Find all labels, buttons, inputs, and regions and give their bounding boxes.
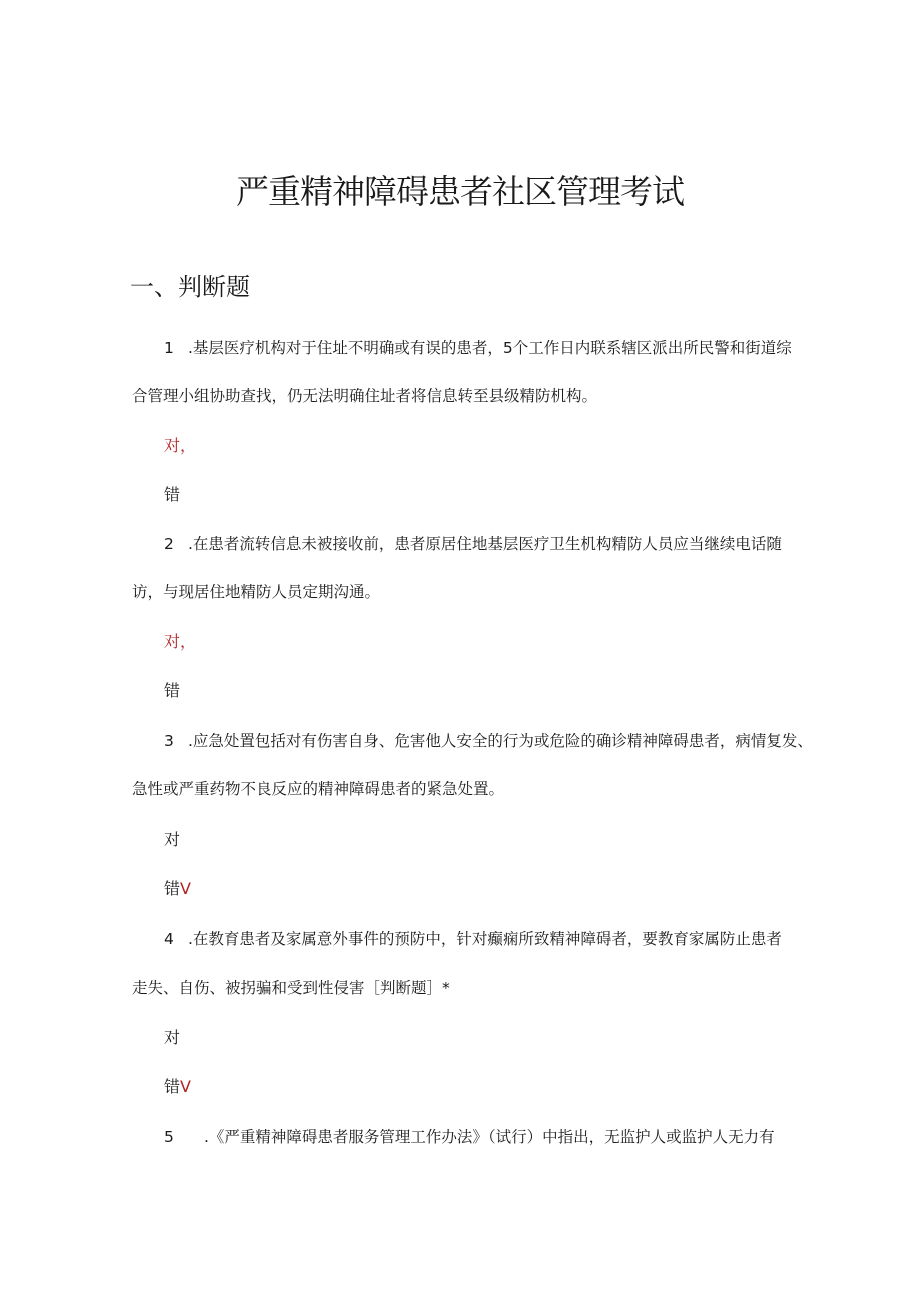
option-true (164, 632, 196, 652)
option-false (164, 879, 191, 899)
question-4-line-2: 走失、自伤、被拐骗和受到性侵害［判断题］* (132, 979, 450, 997)
question-3-line-1 (164, 731, 813, 751)
option-false (164, 485, 180, 505)
answer-mark: V (180, 1077, 191, 1096)
question-2-line-2: 访，与现居住地精防人员定期沟通。 (132, 583, 381, 601)
option-false-label: 错 (164, 1077, 181, 1096)
question-text: .在患者流转信息未被接收前，患者原居住地基层医疗卫生机构精防人员应当继续电话随 (188, 535, 782, 553)
answer-mark: V (180, 879, 191, 898)
section-heading: 一、判断题 (130, 273, 250, 301)
question-2-line-1 (164, 534, 782, 554)
answer-mark: ， (180, 436, 197, 455)
question-1-line-1 (164, 338, 792, 358)
question-text: .应急处置包括对有伤害自身、危害他人安全的行为或危险的确诊精神障碍患者，病情复发、 (188, 732, 813, 750)
option-false (164, 681, 180, 701)
question-text: .在教育患者及家属意外事件的预防中，针对癫痫所致精神障碍者，要教育家属防止患者 (188, 930, 782, 948)
option-true-label: 对 (164, 632, 181, 651)
option-false-label: 错 (164, 681, 181, 700)
question-4-line-1 (164, 929, 782, 949)
option-true (164, 830, 180, 850)
question-number: 5 (164, 1128, 174, 1146)
option-true-label: 对 (164, 436, 181, 455)
page-title: 严重精神障碍患者社区管理考试 (236, 172, 684, 211)
option-false-label: 错 (164, 879, 181, 898)
option-false (164, 1077, 191, 1097)
option-true (164, 436, 196, 456)
question-number: 3 (164, 732, 174, 750)
question-5-line-1 (164, 1127, 775, 1147)
question-number: 4 (164, 930, 174, 948)
question-number: 1 (164, 339, 174, 357)
question-number: 2 (164, 535, 174, 553)
question-text: .基层医疗机构对于住址不明确或有误的患者，5个工作日内联系辖区派出所民警和街道综 (188, 339, 792, 357)
answer-mark: ， (180, 632, 197, 651)
option-true-label: 对 (164, 830, 181, 849)
question-1-line-2: 合管理小组协助查找，仍无法明确住址者将信息转至县级精防机构。 (132, 387, 598, 405)
option-true-label: 对 (164, 1028, 181, 1047)
question-text: .《严重精神障碍患者服务管理工作办法》（试行）中指出，无监护人或监护人无力有 (204, 1128, 775, 1146)
question-3-line-2: 急性或严重药物不良反应的精神障碍患者的紧急处置。 (132, 780, 505, 798)
option-true (164, 1028, 180, 1048)
option-false-label: 错 (164, 485, 181, 504)
